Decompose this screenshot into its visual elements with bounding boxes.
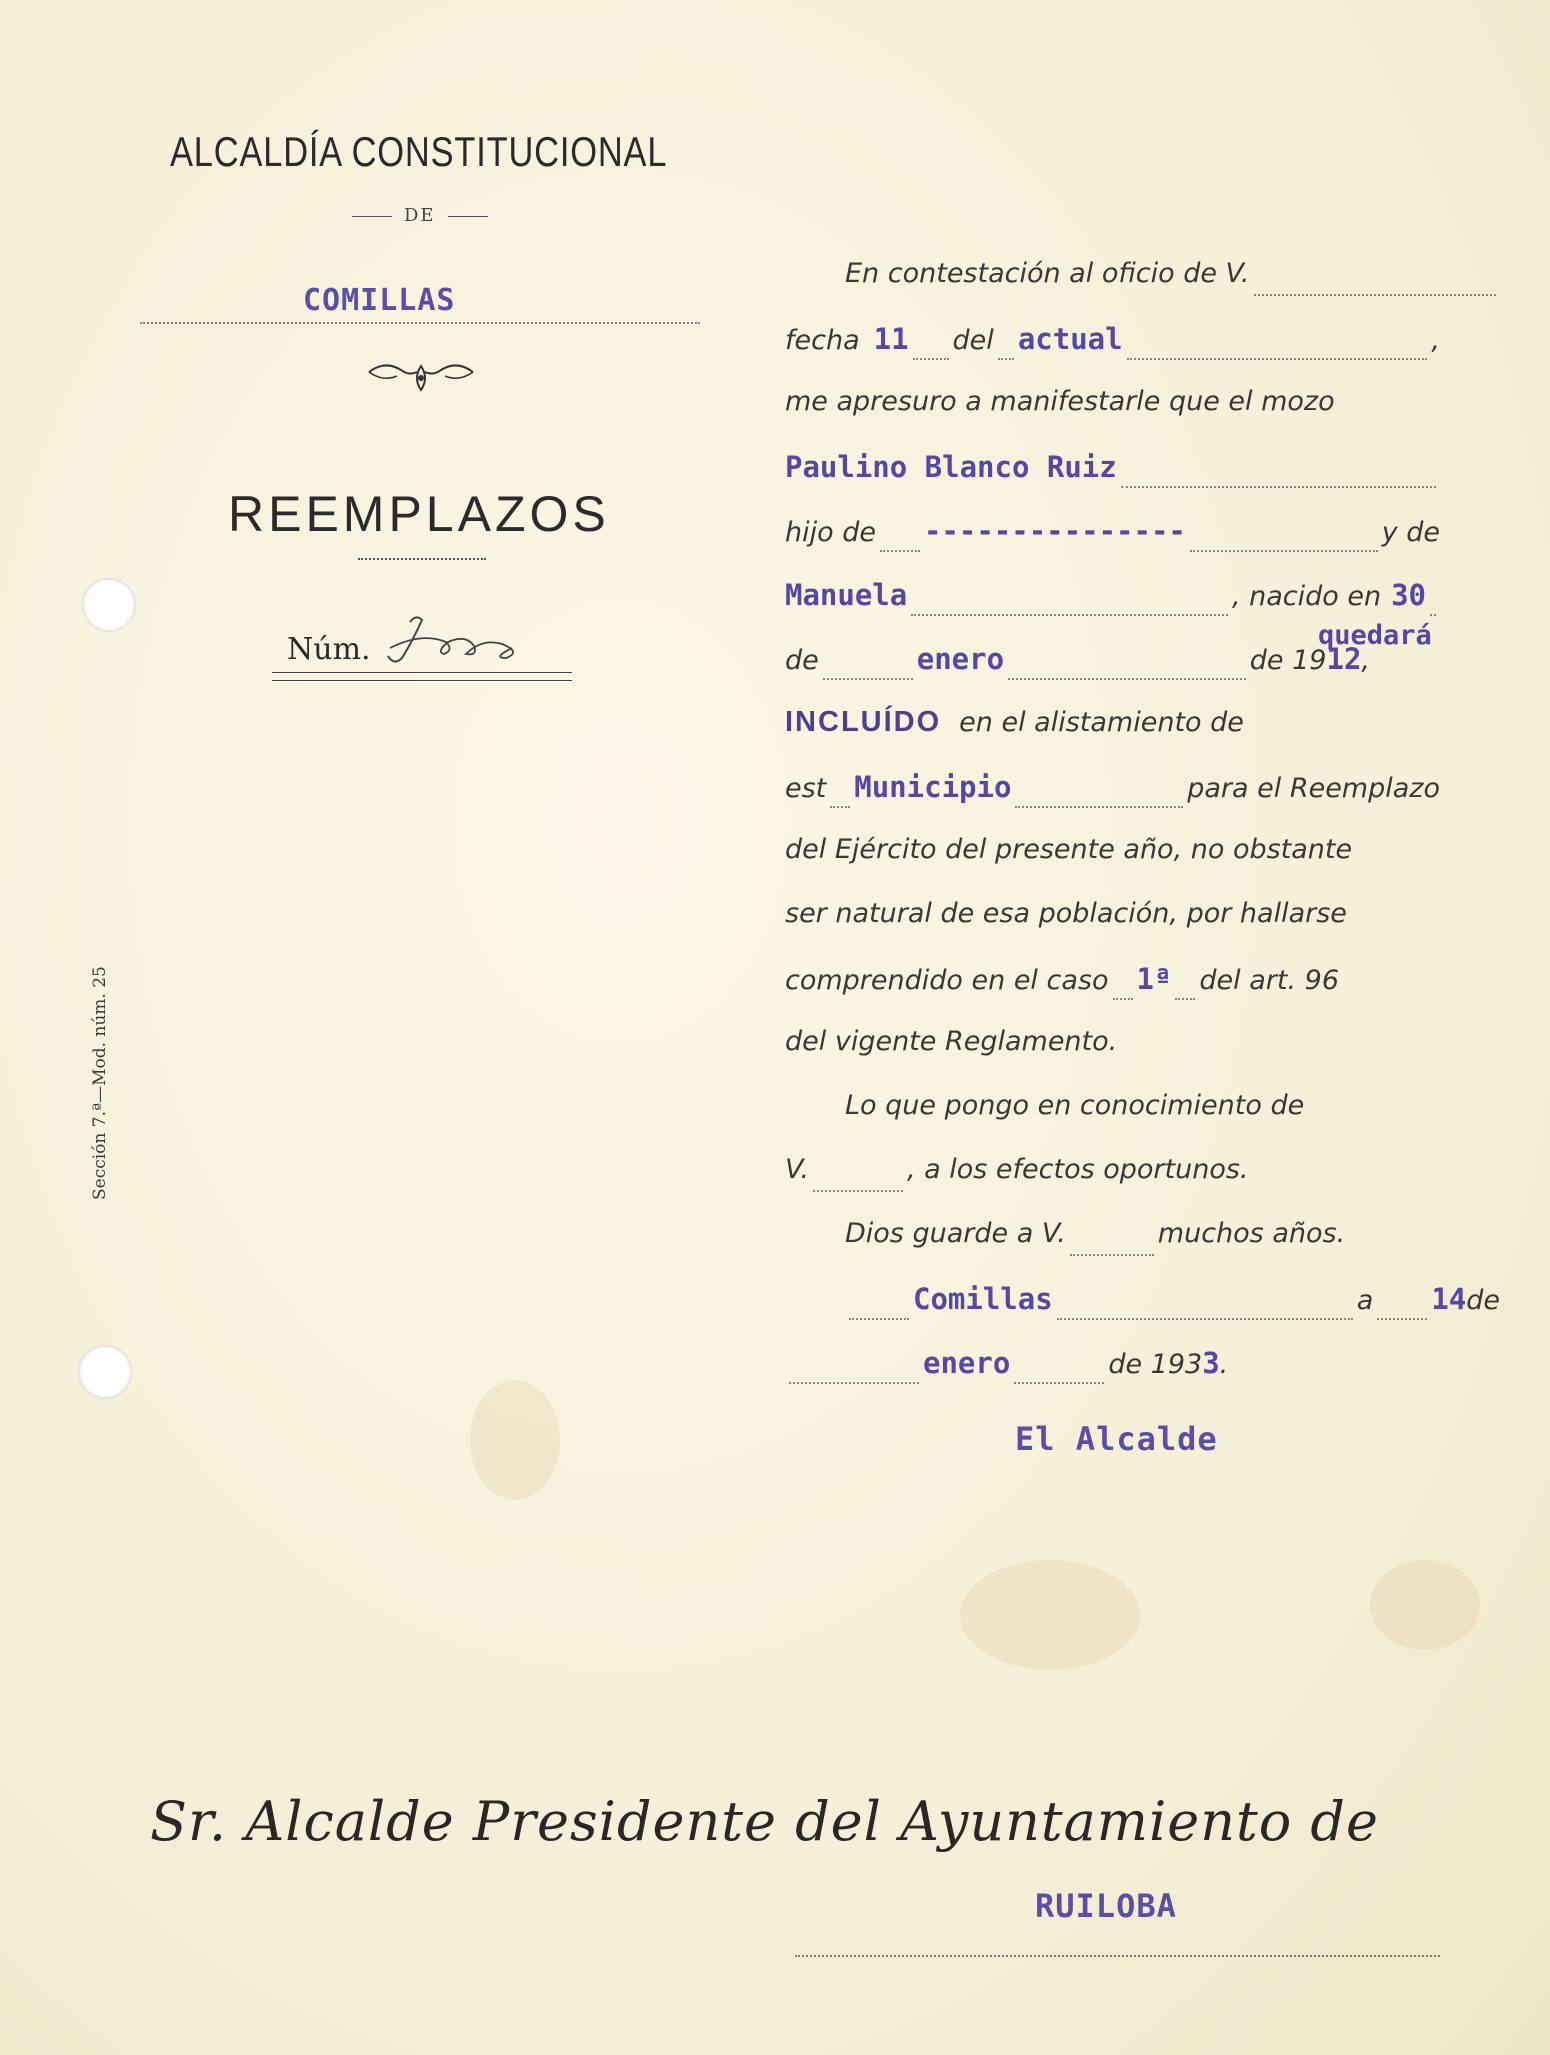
line-text: me apresuro a manifestarle que el mozo [785, 386, 1335, 417]
stain [960, 1560, 1140, 1670]
dotted-leader [1008, 678, 1246, 680]
body-line-16 [785, 1218, 1500, 1268]
body-line-5 [785, 514, 1440, 564]
overstamp-quedara: quedará [1318, 620, 1432, 651]
dotted-leader [1127, 358, 1428, 360]
included-stamp: INCLUÍDO [785, 706, 942, 738]
body-line-11 [785, 898, 1440, 948]
sign-year: 3 [1202, 1346, 1220, 1380]
dotted-leader [913, 358, 949, 360]
dotted-leader [1254, 294, 1496, 296]
dotted-leader [1113, 998, 1133, 1000]
line-text: y de [1381, 517, 1440, 548]
line-text: de [1466, 1285, 1500, 1316]
dotted-leader [1377, 1318, 1427, 1320]
place-stamp: Comillas [913, 1282, 1053, 1316]
body-line-3 [785, 386, 1440, 436]
line-text: a [1356, 1285, 1374, 1316]
sign-day: 14 [1431, 1282, 1467, 1316]
divider [272, 680, 572, 681]
line-text: fecha [785, 325, 860, 356]
body-line-14 [785, 1090, 1500, 1140]
dotted-leader [830, 806, 850, 808]
sign-month: enero [923, 1346, 1011, 1380]
form-reference: Sección 7.ª—Mod. núm. 25 [90, 966, 110, 1200]
line-text: del vigente Reglamento. [785, 1026, 1118, 1057]
line-text: del [952, 325, 994, 356]
divider [795, 1955, 1440, 1957]
dotted-leader [880, 550, 920, 552]
number-signature-icon [382, 612, 542, 668]
section-title: REEMPLAZOS [228, 486, 610, 542]
body-line-1 [785, 258, 1500, 308]
dotted-leader [998, 358, 1014, 360]
line-text: , [1361, 645, 1370, 676]
de-separator [340, 205, 500, 226]
body-line-10 [785, 834, 1440, 884]
dotted-leader [1057, 1318, 1353, 1320]
body-line-2 [785, 322, 1440, 372]
line-text: Lo que pongo en conocimiento de [845, 1090, 1305, 1121]
stain [1370, 1560, 1480, 1650]
birth-day: 30 [1391, 578, 1426, 612]
line-text: En contestación al oficio de V. [845, 258, 1250, 289]
line-text: del art. 96 [1199, 965, 1340, 996]
stain [470, 1380, 560, 1500]
addressee-line: Sr. Alcalde Presidente del Ayuntamiento de [150, 1790, 1379, 1853]
town-stamp: COMILLAS [303, 283, 456, 318]
recipient-stamp: RUILOBA [1035, 1887, 1177, 1925]
municipio-stamp: Municipio [854, 770, 1012, 804]
line-text: V. [785, 1154, 809, 1185]
recruit-name: Paulino Blanco Ruiz [785, 450, 1117, 484]
body-line-4 [785, 450, 1440, 500]
line-text: est [785, 773, 827, 804]
ornament-icon [365, 360, 477, 396]
body-line-17 [785, 1282, 1500, 1332]
body-line-9 [785, 770, 1440, 820]
dotted-leader [1430, 614, 1436, 616]
dotted-leader [813, 1190, 903, 1192]
line-text: Dios guarde a V. [845, 1218, 1066, 1249]
dotted-leader [849, 1318, 909, 1320]
birth-year: 12 [1326, 642, 1362, 676]
signer-stamp: El Alcalde [1015, 1420, 1218, 1458]
body-line-13 [785, 1026, 1440, 1076]
dotted-leader [823, 678, 913, 680]
dotted-leader [1121, 486, 1436, 488]
line-text: ser natural de esa población, por hallarse [785, 898, 1347, 929]
punch-hole [78, 1345, 132, 1399]
dotted-leader [1070, 1254, 1154, 1256]
body-line-15 [785, 1154, 1440, 1204]
line-text: . [1219, 1349, 1229, 1380]
dotted-leader [1190, 550, 1378, 552]
body-line-8 [785, 706, 1440, 756]
dotted-leader [789, 1382, 919, 1384]
line-text: , nacido en [1231, 581, 1382, 612]
line-text: hijo de [785, 517, 876, 548]
header-title: ALCALDÍA CONSTITUCIONAL [170, 128, 668, 175]
father-name: --------------- [923, 514, 1186, 548]
body-line-18 [785, 1346, 1440, 1396]
divider [272, 672, 572, 673]
mother-name: Manuela [785, 578, 908, 612]
date-day: 11 [873, 322, 909, 356]
divider [358, 558, 486, 560]
dotted-leader [1175, 998, 1195, 1000]
date-month: actual [1017, 322, 1123, 356]
line-text: de [785, 645, 819, 676]
line-text: en el alistamiento de [959, 707, 1244, 738]
line-text: de 193 [1108, 1349, 1203, 1380]
line-text: de 19 [1249, 645, 1327, 676]
case-number: 1ª [1136, 962, 1172, 996]
line-text: , a los efectos oportunos. [906, 1154, 1249, 1185]
number-label: Núm. [287, 632, 371, 667]
line-text: muchos años. [1157, 1218, 1346, 1249]
dotted-leader [1015, 806, 1183, 808]
line-text: comprendido en el caso [785, 965, 1109, 996]
line-text: del Ejército del presente año, no obstante [785, 834, 1353, 865]
dotted-leader [1014, 1382, 1104, 1384]
line-text: , [1431, 325, 1440, 356]
line-text: para el Reemplazo [1187, 773, 1440, 804]
body-line-12 [785, 962, 1440, 1012]
birth-month: enero [916, 642, 1005, 676]
dotted-leader [911, 614, 1228, 616]
punch-hole [82, 578, 136, 632]
de-label: DE [404, 205, 436, 226]
